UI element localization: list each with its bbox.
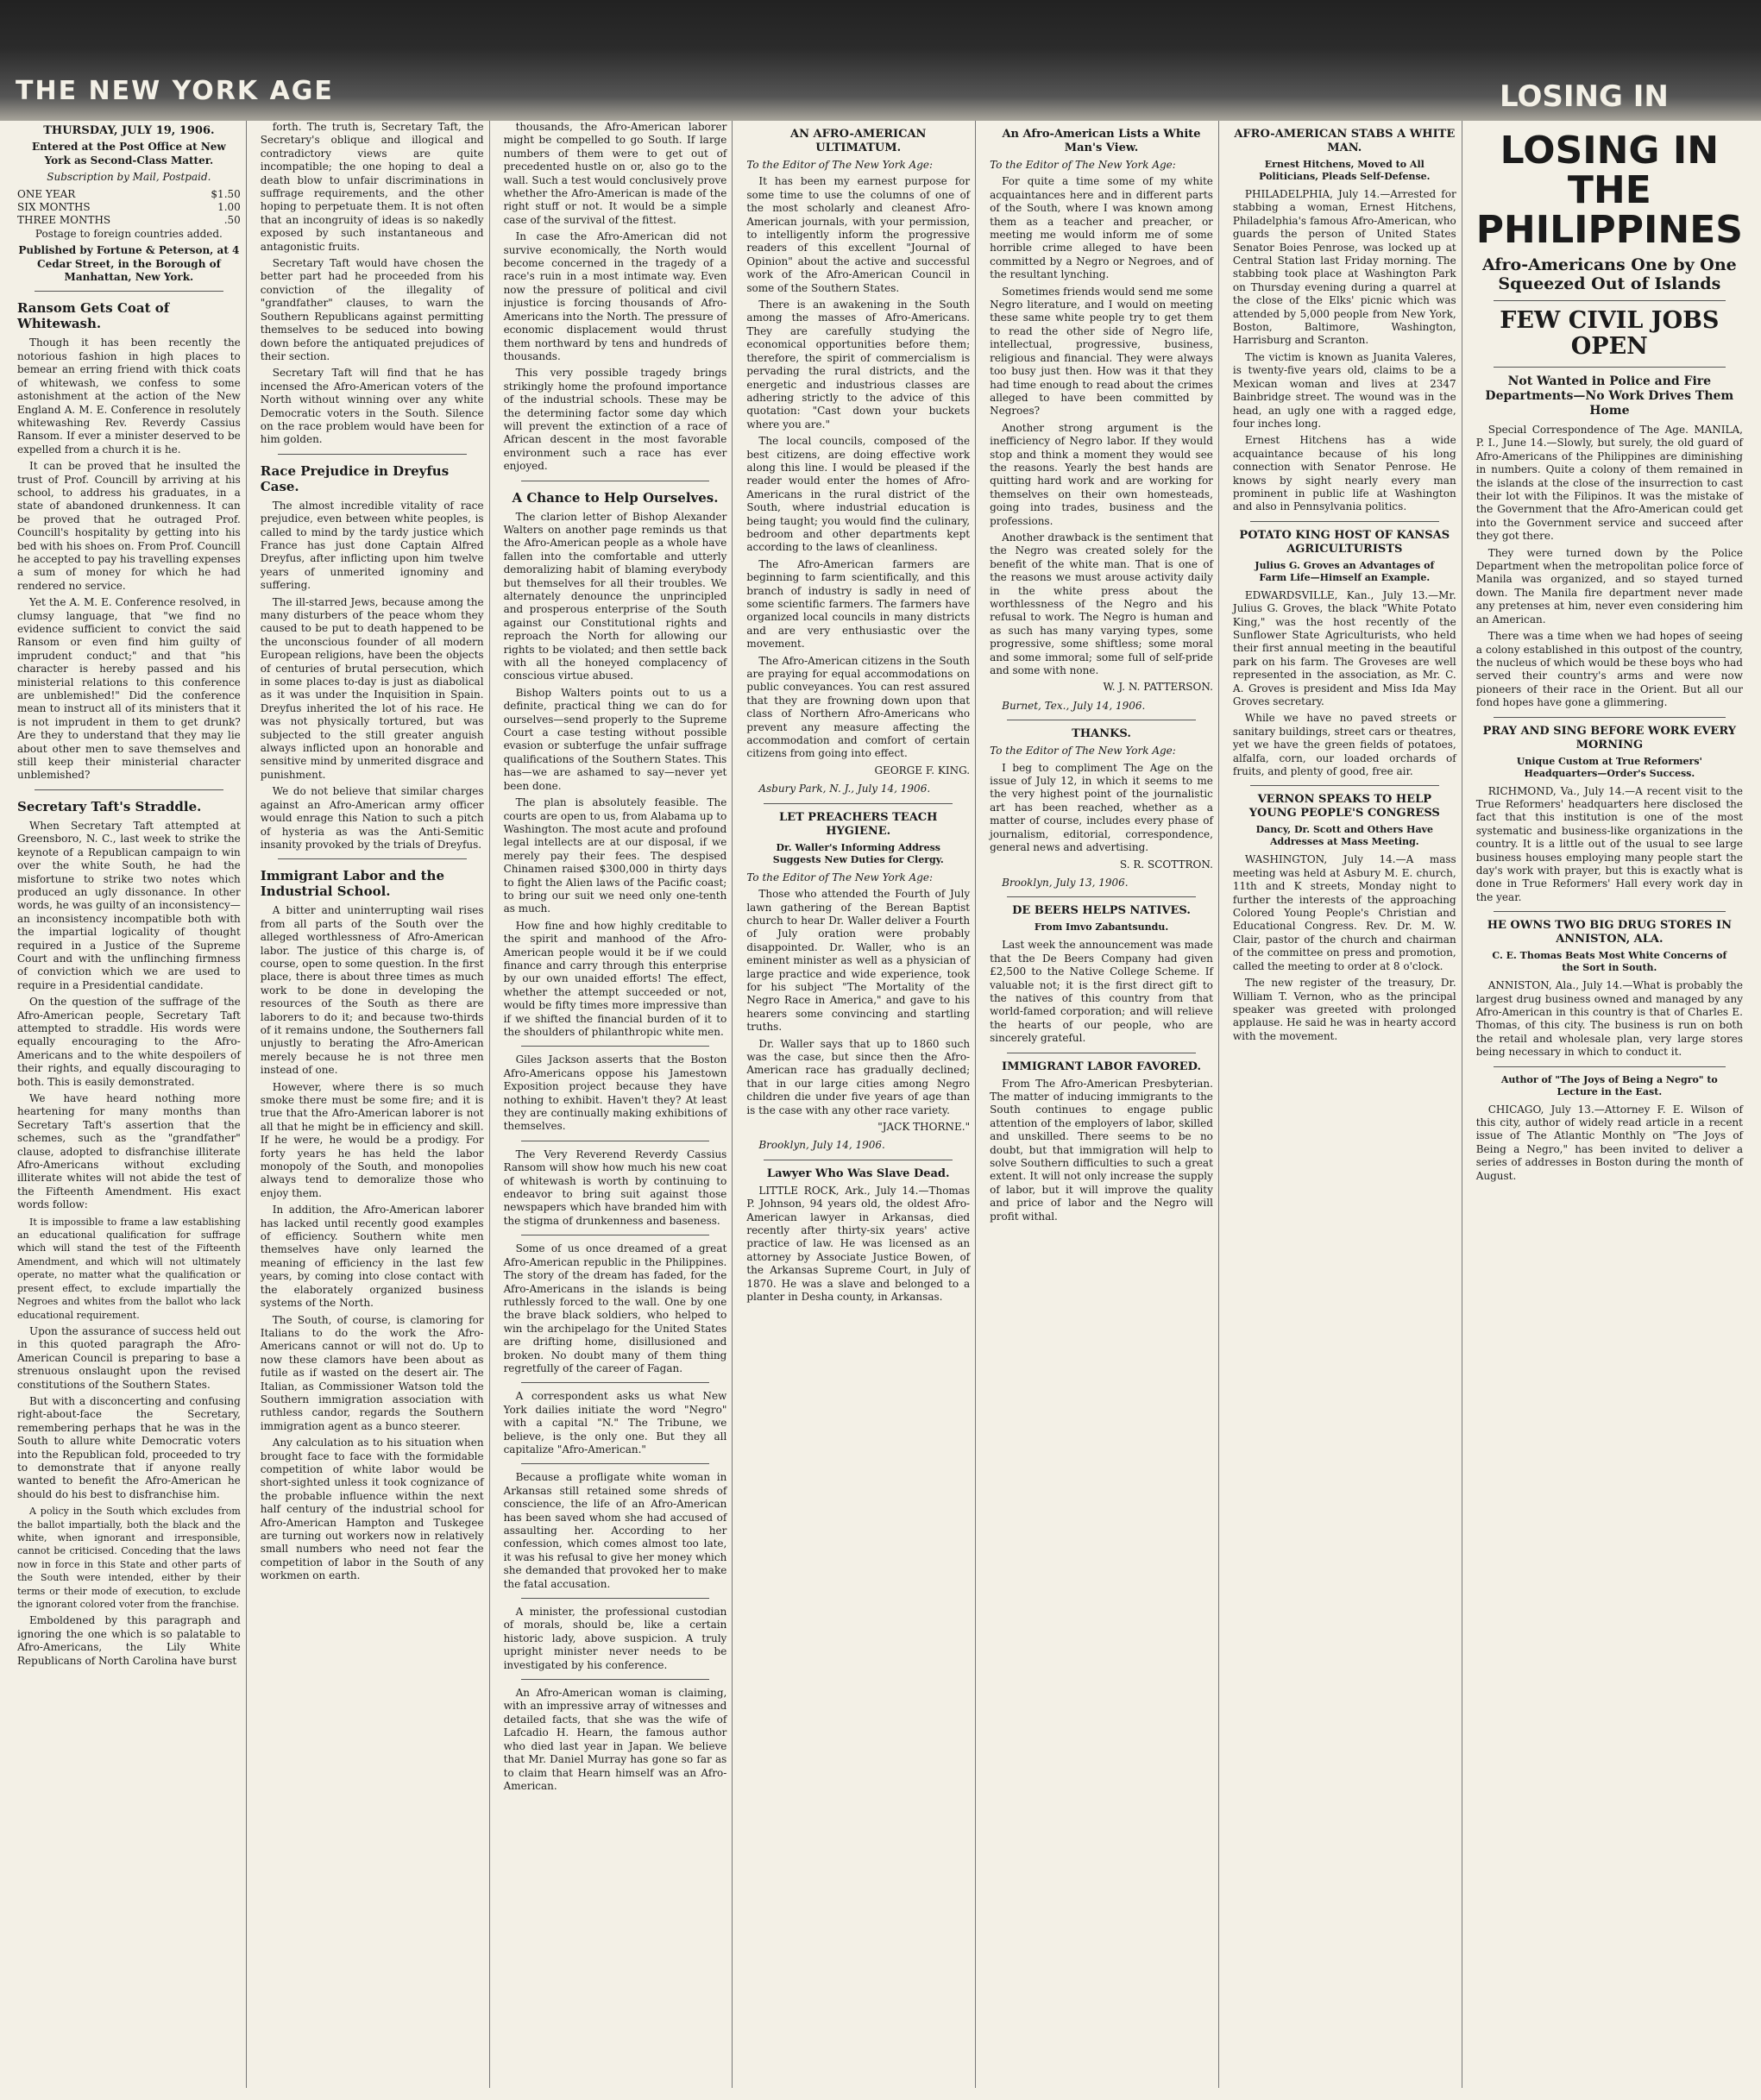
paragraph: Those who attended the Fourth of July lawn gathering of the Berean Baptist church to hear Dr. Waller deliver a Fourth of July oration were probably disappointed. Dr. Waller, who is an eminent minister as well as a physician of large practice and wide experience, took for his subject "The Mortality of the Negro Race in America," and gave to his hearers some convincing and startling truths.	[746, 888, 971, 1034]
letter-salutation: To the Editor of The New York Age:	[990, 745, 1176, 758]
divider	[1494, 367, 1726, 368]
paragraph: thousands, the Afro-American laborer might be compelled to go South. If large numbers of them were to get out of precedented hustle on or, also go to the wall. Such a test would conclusively prove whether the Afro-American is made of the right stuff or not. It would be a simple case of the survival of the fittest.	[503, 121, 727, 226]
quotation: It is impossible to frame a law establishing an educational qualification for suffrage which will stand the test of the Fifteenth Amendment, and which will not ultimately operate, no matter what the qualification or present effect, to exclude impartially the Negroes and whites from the ballot who lack educational requirement.	[17, 1216, 241, 1321]
divider	[278, 454, 467, 455]
paragraph: The Afro-American citizens in the South are praying for equal accommodations on public conveyances. You can rest assured that they are frowning down upon that class of Northern Afro-Americans who prevent any measure affecting the accommodation and comfort of certain citizens from going into effect.	[746, 654, 971, 760]
subscription-row	[17, 201, 241, 214]
main-headline: LOSING IN THE PHILIPPINES	[1475, 129, 1743, 252]
article-heading-thanks: THANKS.	[1072, 727, 1131, 741]
paragraph: The local councils, composed of the best citizens, are doing effective work along this line. I would be pleased if the reader would enter the homes of Afro-Americans in the rural district of the South, where industrial education is being taught; you would find the culinary, bedroom and other departments kept according to the laws of cleanliness.	[746, 435, 971, 554]
column-7	[1471, 121, 1748, 2088]
paragraph: Special Correspondence of The Age. MANILA, P. I., June 14.—Slowly, but surely, the old guard of Afro-Americans of the Philippines are diminishing in numbers. Quite a colony of them remained in the islands at the close of the insurrection to cast their lot with the Filipinos. It was the mistake of the Government that the Afro-American could get into the Government service and succeed after they got there.	[1475, 424, 1743, 543]
divider	[35, 291, 223, 292]
paragraph: From The Afro-American Presbyterian. The matter of inducing immigrants to the South continues to engage public attention of the employers of labor, skilled and unskilled. There seems to be no doubt, but that immigration will help to solve Southern difficulties to such a great extent. It will not only increase the supply of labor, but it will improve the quality and price of labor and the Negro will profit withal.	[990, 1077, 1213, 1223]
article-subheading: C. E. Thomas Beats Most White Concerns of the Sort in South.	[1492, 950, 1727, 974]
column-1	[12, 121, 247, 2088]
paragraph: When Secretary Taft attempted at Greensboro, N. C., last week to strike the keynote of a Republican campaign to win over the white South, he had the misfortune to strike two notes which produced an ugly dissonance. In other words, he was guilty of an inconsistency—an inconsistency incompatible both with the impartial logicality of thought required in a Justice of the Supreme Court and with the unflinching firmness of conviction which we are used to require in a Presidential candidate.	[17, 819, 241, 991]
subscription-price: 1.00	[217, 201, 241, 214]
letter-heading: AN AFRO-AMERICAN ULTIMATUM.	[790, 128, 927, 154]
paragraph: However, where there is so much smoke there must be some fire; and it is true that the Afro-American laborer is not all that he might be in efficiency and skill. If he were, he would be a prodigy. For forty years he has held the labor monopoly of the South, and monopolies always tend to demoralize those who enjoy them.	[260, 1080, 484, 1199]
editorial-heading-chance: A Chance to Help Ourselves.	[512, 489, 719, 506]
article-subheading: Dr. Waller's Informing Address Suggests New Duties for Clergy.	[772, 841, 944, 865]
divider	[521, 1382, 710, 1383]
divider	[1494, 1066, 1726, 1067]
article-heading-immigrant: IMMIGRANT LABOR FAVORED.	[1002, 1059, 1201, 1073]
letter-salutation: To the Editor of The New York Age:	[746, 159, 934, 171]
publisher-note: Published by Fortune & Peterson, at 4 Cedar Street, in the Borough of Manhattan, New York.	[18, 244, 240, 284]
subscription-row	[17, 214, 241, 227]
column-3	[499, 121, 733, 2088]
article-heading-potato-king: POTATO KING HOST OF KANSAS AGRICULTURISTS	[1239, 528, 1450, 556]
paragraph: Emboldened by this paragraph and ignoring the one which is so palatable to Afro-Americans, the Lily White Republicans of North Carolina have burst	[17, 1614, 241, 1667]
paragraph: This very possible tragedy brings strikingly home the profound importance of the industrial schools. These may be the determining factor some day which will prevent the extinction of a race of African descent in the most favorable environment such a race has ever enjoyed.	[503, 367, 727, 473]
column-6	[1228, 121, 1462, 2088]
letter-signature: S. R. SCOTTRON.	[1119, 858, 1213, 871]
newspaper-columns	[12, 121, 1748, 2088]
letter-salutation: To the Editor of The New York Age:	[990, 159, 1176, 171]
paragraph: Secretary Taft will find that he has incensed the Afro-American voters of the North without winning over any white Democratic voters in the South. Silence on the race problem would have been for him golden.	[260, 367, 484, 446]
subscription-price: .50	[223, 214, 241, 227]
letter-place: Brooklyn, July 13, 1906.	[1002, 876, 1129, 889]
divider	[1250, 521, 1439, 522]
paragraph: A minister, the professional custodian of morals, should be, like a certain historic lady, above suspicion. A truly upright minister never needs to be investigated by his conference.	[503, 1606, 727, 1671]
article-subheading: Author of "The Joys of Being a Negro" to Lecture in the East.	[1500, 1073, 1718, 1097]
paragraph: The Very Reverend Reverdy Cassius Ransom will show how much his new coat of whitewash is worth by continuing to endeavor to bring suit against those newspapers which have branded him with the stigma of drunkenness and baseness.	[503, 1147, 727, 1227]
paragraph: Any calculation as to his situation when brought face to face with the formidable competition of white labor would be short-sighted unless it took cognizance of the probable influence within the next half century of the industrial school for Afro-American Hampton and Tuskegee are turning out workers now in relatively small numbers who need not fear the competition of labor in the South of any workmen on earth.	[260, 1437, 484, 1582]
paragraph: The new register of the treasury, Dr. William T. Vernon, who as the principal speaker was greeted with prolonged applause. He said he was in hearty accord with the movement.	[1232, 977, 1456, 1042]
paragraph: Though it has been recently the notorious fashion in high places to bemear an erring friend with thick coats of whitewash, we confess to some astonishment at the action of the New England A. M. E. Conference in resolutely whitewashing Rev. Reverdy Cassius Ransom. If ever a minister deserved to be expelled from a church it is he.	[17, 336, 241, 456]
paragraph: The almost incredible vitality of race prejudice, even between white peoples, is called to mind by the tardy justice which France has just done Captain Alfred Dreyfus, after inflicting upon him twelve years of unmerited ignominy and suffering.	[260, 499, 484, 592]
letter-place: Brooklyn, July 14, 1906.	[758, 1139, 885, 1152]
divider	[521, 1679, 710, 1680]
subscription-price: $1.50	[211, 187, 241, 200]
divider	[521, 1463, 710, 1464]
paragraph: Bishop Walters points out to us a definite, practical thing we can do for ourselves—send properly to the Supreme Court a case testing without possible evasion or subterfuge the unfair suffrage qualifications of the Southern States. This has—we are ashamed to say—never yet been done.	[503, 686, 727, 792]
letter-signature: W. J. N. PATTERSON.	[1103, 681, 1213, 694]
quotation: A policy in the South which excludes from the ballot impartially, both the black and the white, when ignorant and irresponsible, cannot be criticised. Conceding that the laws now in force in this State and other parts of the South were intended, either by their terms or their mode of execution, to exclude the ignorant colored voter from the franchise.	[17, 1506, 241, 1611]
divider	[1494, 300, 1726, 301]
letter-salutation: To the Editor of The New York Age:	[746, 871, 934, 883]
letter-signature: "JACK THORNE."	[877, 1121, 971, 1133]
paragraph: In case the Afro-American did not survive economically, the North would become concerned in the tragedy of a race's ruin in a most intimate way. Even now the pressure of political and civil injustice is forcing thousands of Afro-Americans into the North. The pressure of economic displacement would thrust them northward by tens and hundreds of thousands.	[503, 230, 727, 362]
paragraph: A bitter and uninterrupting wail rises from all parts of the South over the alleged worthlessness of Afro-American labor. The justice of this charge is, of course, open to some question. In the first place, there is about three times as much work to be done in developing the resources of the South as there are laborers to do it; and because two-thirds of it remains undone, the Southerners fall unjustly to berating the Afro-American merely because he is not three men instead of one.	[260, 904, 484, 1077]
divider	[1007, 896, 1196, 897]
paragraph: RICHMOND, Va., July 14.—A recent visit to the True Reformers' headquarters here disclosed the fact that this institution is one of the most systematic and business-like organizations in the country. It is a little out of the usual to see large business houses employing many people start the day's work with prayer, but this is exactly what is done in True Reformers' Hall every work day in the year.	[1475, 784, 1743, 903]
paragraph: On the question of the suffrage of the Afro-American people, Secretary Taft attempted to straddle. His words were equally encouraging to the Afro-Americans and to the white despoilers of their rights, and equally discouraging to both. This is easily demonstrated.	[17, 996, 241, 1088]
paragraph: Some of us once dreamed of a great Afro-American republic in the Philippines. The story of the dream has faded, for the Afro-Americans in the islands is being ruthlessly forced to the wall. One by one the brave black soldiers, who helped to win the archipelago for the United States are drifting home, disillusioned and broken. No doubt many of them thing regretfully of the career of Fagan.	[503, 1242, 727, 1374]
paragraph: PHILADELPHIA, July 14.—Arrested for stabbing a woman, Ernest Hitchens, Philadelphia's famous Afro-American, who guards the person of United States Senator Boies Penrose, was locked up at Central Station last Friday morning. The stabbing took place at Washington Park on Thursday evening during a quarrel at the close of the Elks' picnic which was attended by 5,000 people from New York, Boston, Baltimore, Washington, Harrisburg and Scranton.	[1232, 188, 1456, 347]
column-5	[984, 121, 1219, 2088]
issue-date: THURSDAY, JULY 19, 1906.	[43, 124, 215, 137]
paragraph: The South, of course, is clamoring for Italians to do the work the Afro-Americans cannot or will not do. Up to now these clamors have been about as futile as if wasted on the desert air. The Italian, as Commissioner Watson told the Southern immigration association with ruthless candor, regards the Southern immigration agent as a bunco steerer.	[260, 1313, 484, 1432]
article-heading-drug-stores: HE OWNS TWO BIG DRUG STORES IN ANNISTON, ALA.	[1487, 919, 1732, 946]
paragraph: How fine and how highly creditable to the spirit and manhood of the Afro-American people would it be if we could finance and carry through this enterprise by our own unaided efforts! The effect, whether the attempt succeeded or not, would be fifty times more impressive than if we shifted the financial burden of it to the shoulders of philanthropic white men.	[503, 919, 727, 1038]
paragraph: LITTLE ROCK, Ark., July 14.—Thomas P. Johnson, 94 years old, the oldest Afro-American lawyer in Arkansas, died recently after thirty-six years' active practice of law. He was licensed as an attorney by Associate Justice Bowen, of the Arkansas Supreme Court, in July of 1870. He was a slave and belonged to a planter in Desha county, in Arkansas.	[746, 1184, 971, 1304]
paragraph: Last week the announcement was made that the De Beers Company had given £2,500 to the Native College Scheme. If valuable not; it is the first direct gift to the natives of this country from that world-famed corporation; and will relieve the hearts of our people, who are sincerely grateful.	[990, 939, 1213, 1045]
divider	[278, 858, 467, 859]
headline-deck: FEW CIVIL JOBS OPEN	[1500, 307, 1720, 360]
paragraph: For quite a time some of my white acquaintances here and in different parts of the South, where I was known among them as a teacher and preacher, or meeting me would inform me of some horrible crime alleged to have been committed by a Negro or Negroes, and of the resultant lynching.	[990, 175, 1213, 281]
paragraph: But with a disconcerting and confusing right-about-face the Secretary, remembering perhaps that he was in the South to allure white Democratic voters into the Republican fold, proceeded to try to demonstrate that if anyone really wanted to benefit the Afro-American he should do his best to disfranchise him.	[17, 1394, 241, 1500]
paragraph: forth. The truth is, Secretary Taft, the Secretary's oblique and illogical and contradictory views are quite incompatible; the one hoping to deal a death blow to unfair discriminations in suffrage requirements, and the other hoping to perpetuate them. It is not often that an incongruity of ideas is so nakedly exposed by such instantaneous and antagonistic fruits.	[260, 121, 484, 253]
paragraph: They were turned down by the Police Department when the metropolitan police force of Manila was organized, and so stayed turned down. The Manila fire department never made any pretenses at him, never even considering him an American.	[1475, 546, 1743, 626]
column-2	[255, 121, 490, 2088]
divider	[1250, 785, 1439, 786]
paragraph: Dr. Waller says that up to 1860 such was the case, but since then the Afro-American race has gradually declined; that in our large cities among Negro children die under five years of age than is the case with any other race variety.	[746, 1037, 971, 1116]
paragraph: Upon the assurance of success held out in this quoted paragraph the Afro-American Council is preparing to base a strenuous onslaught upon the revised constitutions of the Southern States.	[17, 1324, 241, 1391]
article-heading-de-beers: DE BEERS HELPS NATIVES.	[1012, 904, 1191, 918]
paragraph: Sometimes friends would send me some Negro literature, and I would on meeting these same white people try to get them to read the other side of Negro life, intellectual, progressive, business, religious and financial. They were always too busy just then. How was it that they had time enough to read about the crimes alleged to have been committed by Negroes?	[990, 285, 1213, 418]
article-subheading: From Imvo Zabantsundu.	[1034, 921, 1169, 934]
paragraph: I beg to compliment The Age on the issue of July 12, in which it seems to me the very highest point of the journalistic art has been reached, whether as a matter of course, includes every phase of journalism, editorial, correspondence, general news and advertising.	[990, 761, 1213, 854]
paragraph: Another strong argument is the inefficiency of Negro labor. If they would stop and think a moment they would see the reasons. Yearly the best hands are quitting hard work and are working for themselves on their own homesteads, going into trades, business and the professions.	[990, 421, 1213, 527]
paragraph: The plan is absolutely feasible. The courts are open to us, from Alabama up to Washington. The most acute and profound legal intellects are at our disposal, if we merely pay their fees. The despised Chinamen raised $300,000 in thirty days to fight the Alien laws of the Pacific coast; to bring our suit we need only one-tenth as much.	[503, 796, 727, 915]
paragraph: ANNISTON, Ala., July 14.—What is probably the largest drug business owned and managed by any Afro-American in this country is that of Charles E. Thomas, of this city. The business is run on both the retail and wholesale plan, very large stores being necessary in which to conduct it.	[1475, 979, 1743, 1059]
divider	[1494, 911, 1726, 912]
paragraph: WASHINGTON, July 14.—A mass meeting was held at Asbury M. E. church, 11th and K streets, Monday night to further the interests of the approaching Colored Young People's Christian and Educational Congress. Rev. Dr. M. W. Clair, pastor of the church and chairman of the committee on press and promotion, called the meeting to order at 8 o'clock.	[1232, 853, 1456, 972]
divider	[1494, 717, 1726, 718]
postage-note: Postage to foreign countries added.	[35, 227, 223, 240]
paragraph: Because a profligate white woman in Arkansas still retained some shreds of conscience, the life of an Afro-American has been saved whom she had accused of assaulting her. According to her confession, which comes almost too late, it was his refusal to give her money which she demanded that provoked her to make the fatal accusation.	[503, 1471, 727, 1590]
paragraph: The clarion letter of Bishop Alexander Walters on another page reminds us that the Afro-American people as a whole have fallen into the comfortable and utterly demoralizing habit of blaming everybody but themselves for all their troubles. We alternately denounce the unprincipled and prosperous enterprise of the South against our Constitutional rights and reproach the North for allowing our rights to be violated; and then settle back with all the honeyed complacency of conscious virtue abused.	[503, 510, 727, 682]
article-subheading: Dancy, Dr. Scott and Others Have Addresses at Mass Meeting.	[1255, 824, 1433, 848]
paragraph: In addition, the Afro-American laborer has lacked until recently good examples of efficiency. Southern white men themselves have only learned the meaning of efficiency in the last few years, by coming into close contact with the elaborately organized business systems of the North.	[260, 1204, 484, 1310]
headline-deck: Not Wanted in Police and Fire Departments—No Work Drives Them Home	[1485, 374, 1734, 418]
editorial-heading-dreyfus: Race Prejudice in Dreyfus Case.	[260, 462, 450, 494]
paragraph: A correspondent asks us what New York dailies initiate the word "Negro" with a capital "N." The Tribune, we believe, is the only one. But they all capitalize "Afro-American."	[503, 1390, 727, 1456]
article-subheading: Julius G. Groves an Advantages of Farm Life—Himself an Example.	[1255, 559, 1435, 583]
article-heading-true-reformers: PRAY AND SING BEFORE WORK EVERY MORNING	[1482, 724, 1737, 751]
paragraph: There is an awakening in the South among the masses of Afro-Americans. They are carefully studying the economical opportunities before them; therefore, the spirit of commercialism is pervading the rural districts, and the energetic and industrious classes are adhering strictly to the advice of this quotation: "Cast down your buckets where you are."	[746, 299, 971, 431]
subscription-term: ONE YEAR	[17, 187, 76, 200]
letter-place: Burnet, Tex., July 14, 1906.	[1002, 699, 1146, 712]
paragraph: EDWARDSVILLE, Kan., July 13.—Mr. Julius G. Groves, the black "White Potato King," was the host recently of the Sunflower State Agriculturists, who held their first annual meeting in the beautiful park on his farm. The Groveses are well represented in the association, as Mr. C. A. Groves is president and Miss Ida May Groves secretary.	[1232, 588, 1456, 707]
paragraph: We have heard nothing more heartening for many months than Secretary Taft's assertion that the schemes, such as the "grandfather" clause, adopted to disfranchise illiterate Afro-Americans without excluding illiterate whites will not abide the test of the Fifteenth Amendment. His exact words follow:	[17, 1092, 241, 1211]
article-heading-stabbing: AFRO-AMERICAN STABS A WHITE MAN.	[1234, 128, 1456, 154]
paragraph: We do not believe that similar charges against an Afro-American army officer would enrage this Nation to such a pitch of hysteria as was the Anti-Semitic insanity provoked by the trials of Dreyfus.	[260, 785, 484, 851]
editorial-heading-immigrant-labor: Immigrant Labor and the Industrial School.	[260, 868, 445, 900]
paragraph: Another drawback is the sentiment that the Negro was created solely for the benefit of the white man. That is one of the reasons we must arouse activity daily in the white press about the worthlessness of the Negro and his refusal to work. The Negro is human and as such has many varying types, some progressive, some shiftless; some moral and some immoral; some full of self-pride and some with none.	[990, 531, 1213, 677]
paragraph: Secretary Taft would have chosen the better part had he proceeded from his conviction of the illegality of "grandfather" clauses, to warn the Southern Republicans against permitting themselves to be seduced into bowing down before the antiquated prejudices of their section.	[260, 257, 484, 362]
subscription-term: SIX MONTHS	[17, 201, 91, 214]
paragraph: An Afro-American woman is claiming, with an impressive array of witnesses and detailed facts, that she was the wife of Lafcadio H. Hearn, the famous author who died last year in Japan. We believe that Mr. Daniel Murray has gone so far as to claim that Hearn himself was an Afro-American.	[503, 1687, 727, 1792]
paragraph: It has been my earnest purpose for some time to use the columns of one of the most scholarly and cleanest Afro-American journals, with your permission, to intelligently inform the progressive readers of this excellent "Journal of Opinion" about the active and successful work of the Afro-American Council in some of the Southern States.	[746, 175, 971, 294]
paragraph: Giles Jackson asserts that the Boston Afro-Americans oppose his Jamestown Exposition project because they have nothing to exhibit. Haven't they? At least they are continually making exhibitions of themselves.	[503, 1053, 727, 1133]
subscription-heading: Subscription by Mail, Postpaid.	[47, 171, 211, 184]
article-subheading: Ernest Hitchens, Moved to All Politicians, Pleads Self-Defense.	[1259, 159, 1431, 182]
editorial-heading-ransom: Ransom Gets Coat of Whitewash.	[17, 300, 170, 332]
paragraph: It can be proved that he insulted the trust of Prof. Councill by arriving at his school, to address his graduates, in a state of abandoned drunkenness. It can be proved that he outraged Prof. Councill's hospitality by getting into his bed with his shoes on. From Prof. Councill he accepted to pay his travelling expenses a sum of money for which he had rendered no service.	[17, 460, 241, 592]
article-heading-hygiene: LET PREACHERS TEACH HYGIENE.	[779, 810, 938, 838]
letter-heading: An Afro-American Lists a White Man's View.	[1002, 128, 1201, 154]
divider	[521, 1598, 710, 1599]
article-heading-lawyer: Lawyer Who Was Slave Dead.	[766, 1166, 950, 1180]
divider	[35, 789, 223, 790]
entry-notice: Entered at the Post Office at New York as Second-Class Matter.	[32, 141, 226, 167]
paragraph: The victim is known as Juanita Valeres, is twenty-five years old, claims to be a Mexican woman and lives at 2347 Bainbridge street. The wound was in the head, an ugly one with a ragged edge, four inches long.	[1232, 350, 1456, 430]
subscription-table	[17, 188, 241, 228]
article-subheading: Unique Custom at True Reformers' Headquarters—Order's Success.	[1516, 755, 1702, 779]
subscription-term: THREE MONTHS	[17, 214, 111, 227]
letter-place: Asbury Park, N. J., July 14, 1906.	[758, 783, 931, 795]
subscription-row	[17, 188, 241, 201]
letter-signature: GEORGE F. KING.	[874, 764, 971, 776]
column-4	[741, 121, 976, 2088]
paragraph: Ernest Hitchens has a wide acquaintance because of his long connection with Senator Penrose. He knows by sight nearly every man prominent in public life at Washington and also in Pennsylvania politics.	[1232, 434, 1456, 513]
divider	[521, 1046, 710, 1047]
divider	[764, 803, 953, 804]
paragraph: There was a time when we had hopes of seeing a colony established in this outpost of the country, the nucleus of which would be these boys who had served their country's arms and were now pioneers of their race in the Orient. But all our fond hopes have gone a glimmering.	[1475, 630, 1743, 709]
masthead-title: THE NEW YORK AGE	[16, 76, 334, 106]
editorial-heading-taft: Secretary Taft's Straddle.	[17, 798, 202, 814]
paragraph: The Afro-American farmers are beginning to farm scientifically, and this branch of industry is sadly in need of some scientific farmers. The farmers have organized local councils in many districts and are very enthusiastic over the movement.	[746, 557, 971, 651]
headline-deck: Afro-Americans One by One Squeezed Out of Islands	[1481, 255, 1737, 293]
paragraph: Yet the A. M. E. Conference resolved, in clumsy language, that "we find no evidence sufficient to convict the said Ransom or even find him guilty of imprudent conduct;" and that "his character is hereby passed and his ministerial relations to this conference are unblemished!" Did the conference mean to instruct all of its ministers that it is not imprudent in them to get drunk? Are they to understand that they may lie about other men to save themselves and still keep their ministerial character unblemished?	[17, 596, 241, 782]
paragraph: While we have no paved streets or sanitary buildings, street cars or theatres, yet we have the green fields of potatoes, alfalfa, corn, our loaded orchards of fruits, and plenty of good, free air.	[1232, 712, 1456, 778]
article-heading-vernon: VERNON SPEAKS TO HELP YOUNG PEOPLE'S CONGRESS	[1248, 793, 1440, 821]
masthead-headline-fragment: LOSING IN	[1500, 79, 1669, 114]
paragraph: CHICAGO, July 13.—Attorney F. E. Wilson of this city, author of widely read article in a recent issue of The Atlantic Monthly on "The Joys of Being a Negro," has been invited to deliver a series of addresses in Boston during the month of August.	[1475, 1103, 1743, 1182]
masthead	[0, 0, 1761, 121]
paragraph: The ill-starred Jews, because among the many disturbers of the peace whom they caused to be put to death happened to be the unconscious founder of all modern European religions, have been the objects of centuries of brutal persecution, which in some places to-day is just as diabolical as it was under the Inquisition in Spain. Dreyfus inherited the lot of his race. He was not physically tortured, but was subjected to the still greater anguish always inflicted upon an honorable and sensitive mind by unmerited disgrace and punishment.	[260, 595, 484, 781]
